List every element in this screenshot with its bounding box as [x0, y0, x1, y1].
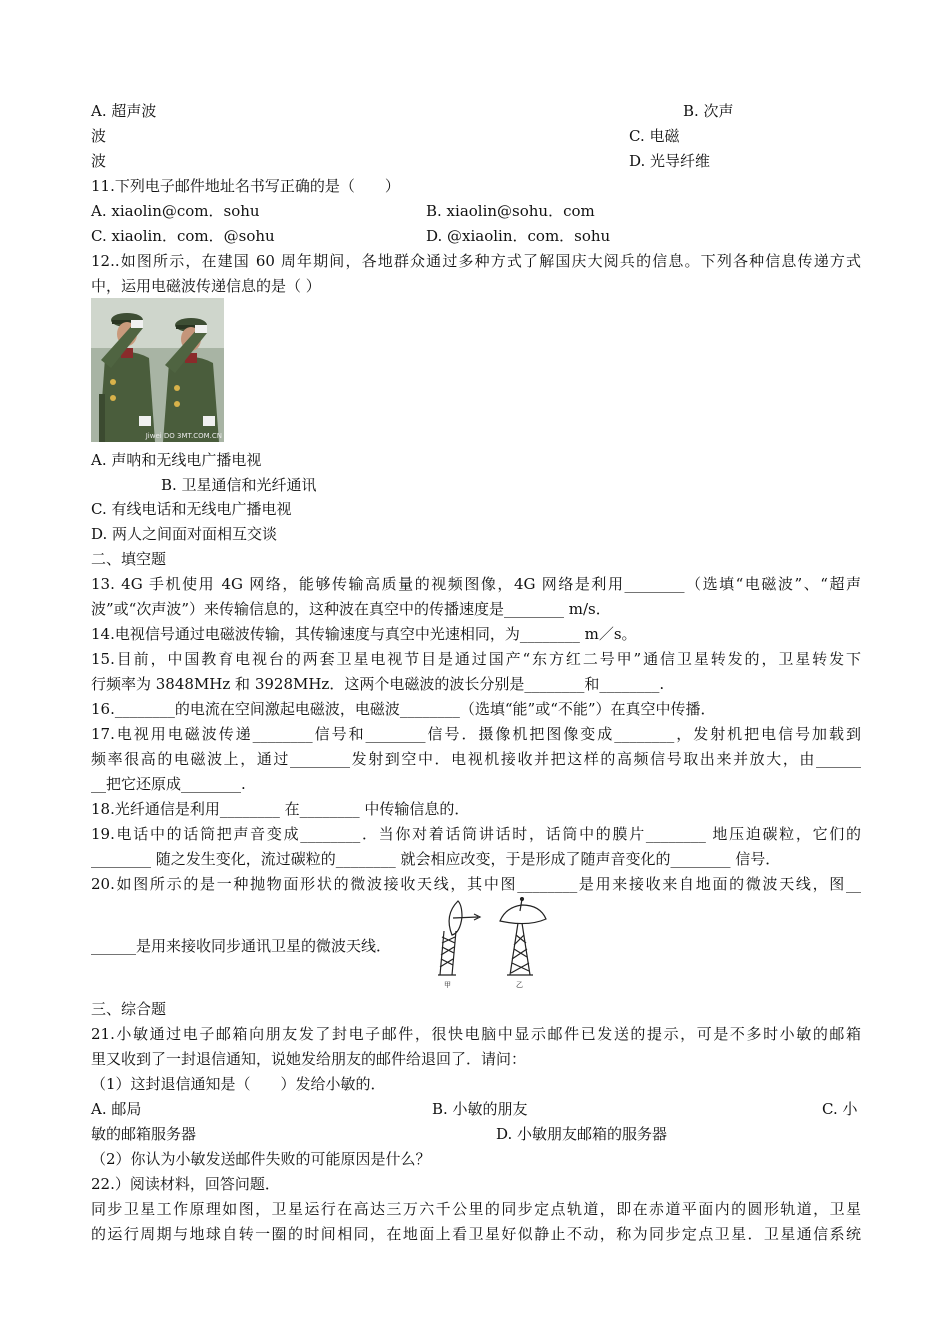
q15-line-2: 行频率为 3848MHz 和 3928MHz．这两个电磁波的波长分别是________和________.: [91, 675, 665, 693]
q19-line-1: 19.电话中的话筒把声音变成________．当你对着话筒讲话时，话筒中的膜片________ 地压迫碳粒，它们的: [91, 825, 861, 843]
q12-option-d: D. 两人之间面对面相互交谈: [91, 525, 278, 543]
q22-line-2: 同步卫星工作原理如图，卫星运行在高达三万六千公里的同步定点轨道，即在赤道平面内的圆形轨道，卫星: [91, 1200, 861, 1218]
figure-label-jia: 甲: [444, 981, 451, 989]
section-2-heading: 二、填空题: [91, 550, 167, 568]
q12-option-a: A. 声呐和无线电广播电视: [91, 451, 262, 469]
photo-watermark: Jiwei DO 3MT.COM.CN: [145, 432, 222, 440]
q21-option-c: C. 小: [822, 1100, 858, 1118]
q10-option-b: B. 次声: [683, 102, 734, 120]
q10-option-c-cont: 波: [91, 152, 107, 170]
q15-line-1: 15.目前，中国教育电视台的两套卫星电视节目是通过国产“东方红二号甲”通信卫星转发的，卫星转发下: [91, 650, 861, 668]
q18-line-1: 18.光纤通信是利用________ 在________ 中传输信息的．: [91, 800, 470, 818]
q10-option-c: C. 电磁: [629, 127, 680, 145]
parade-soldiers-photo: [91, 298, 224, 442]
q12-stem-line-1: 12..如图所示，在建国 60 周年期间，各地群众通过多种方式了解国庆大阅兵的信息。下列各种信息传递方式: [91, 252, 861, 270]
q11-stem: 11.下列电子邮件地址名书写正确的是（ ）: [91, 177, 400, 195]
q22-line-1: 22.）阅读材料，回答问题．: [91, 1175, 280, 1193]
q20-line-2: ______是用来接收同步通讯卫星的微波天线．: [91, 937, 392, 955]
q21-line-1: 21.小敏通过电子邮箱向朋友发了封电子邮件，很快电脑中显示邮件已发送的提示，可是不多时小敏的邮箱: [91, 1025, 861, 1043]
q14-line-1: 14.电视信号通过电磁波传输，其传输速度与真空中光速相同，为________ m／s。: [91, 625, 637, 643]
figure-label-yi: 乙: [516, 981, 523, 989]
q12-option-c: C. 有线电话和无线电广播电视: [91, 500, 292, 518]
q10-option-d: D. 光导纤维: [629, 152, 711, 170]
q17-line-3: __把它还原成________.: [91, 775, 246, 793]
section-3-heading: 三、综合题: [91, 1000, 167, 1018]
q13-line-1: 13. 4G 手机使用 4G 网络，能够传输高质量的视频图像，4G 网络是利用________（选填“电磁波”、“超声: [91, 575, 861, 593]
q11-option-a: A. xiaolin@com．sohu: [91, 202, 260, 220]
q11-option-b: B. xiaolin@sohu．com: [426, 202, 595, 220]
q21-sub-1: （1）这封退信通知是（ ）发给小敏的．: [91, 1075, 386, 1093]
q17-line-2: 频率很高的电磁波上，通过________发射到空中．电视机接收并把这样的高频信号取出来并放大，由______: [91, 750, 861, 768]
q22-line-3: 的运行周期与地球自转一圈的时间相同，在地面上看卫星好似静止不动，称为同步定点卫星．卫星通信系统: [91, 1225, 861, 1243]
q21-option-c-cont: 敏的邮箱服务器: [91, 1125, 197, 1143]
q12-option-b: B. 卫星通信和光纤通讯: [161, 476, 317, 494]
q21-line-2: 里又收到了一封退信通知，说她发给朋友的邮件给退回了．请问：: [91, 1050, 527, 1068]
q21-option-d: D. 小敏朋友邮箱的服务器: [496, 1125, 668, 1143]
q21-sub-2: （2）你认为小敏发送邮件失败的可能原因是什么？: [91, 1150, 431, 1168]
q12-stem-line-2: 中，运用电磁波传递信息的是（ ）: [91, 277, 321, 295]
q16-line-1: 16.________的电流在空间激起电磁波，电磁波________（选填“能”或“不能”）在真空中传播．: [91, 700, 716, 718]
q20-line-1: 20.如图所示的是一种抛物面形状的微波接收天线，其中图________是用来接收来自地面的微波天线，图__: [91, 875, 861, 893]
q10-option-a: A. 超声波: [91, 102, 157, 120]
microwave-antenna-figure: [436, 897, 550, 989]
q11-option-c: C. xiaolin．com．@sohu: [91, 227, 275, 245]
q11-option-d: D. @xiaolin．com．sohu: [426, 227, 611, 245]
q19-line-2: ________ 随之发生变化，流过碳粒的________ 就会相应改变，于是形成了随声音变化的________ 信号．: [91, 850, 781, 868]
q10-option-b-cont: 波: [91, 127, 107, 145]
q13-line-2: 波”或“次声波”）来传输信息的，这种波在真空中的传播速度是________ m/s．: [91, 600, 611, 618]
q21-option-b: B. 小敏的朋友: [432, 1100, 528, 1118]
q21-option-a: A. 邮局: [91, 1100, 142, 1118]
q17-line-1: 17.电视用电磁波传递________信号和________信号．摄像机把图像变成________，发射机把电信号加载到: [91, 725, 861, 743]
